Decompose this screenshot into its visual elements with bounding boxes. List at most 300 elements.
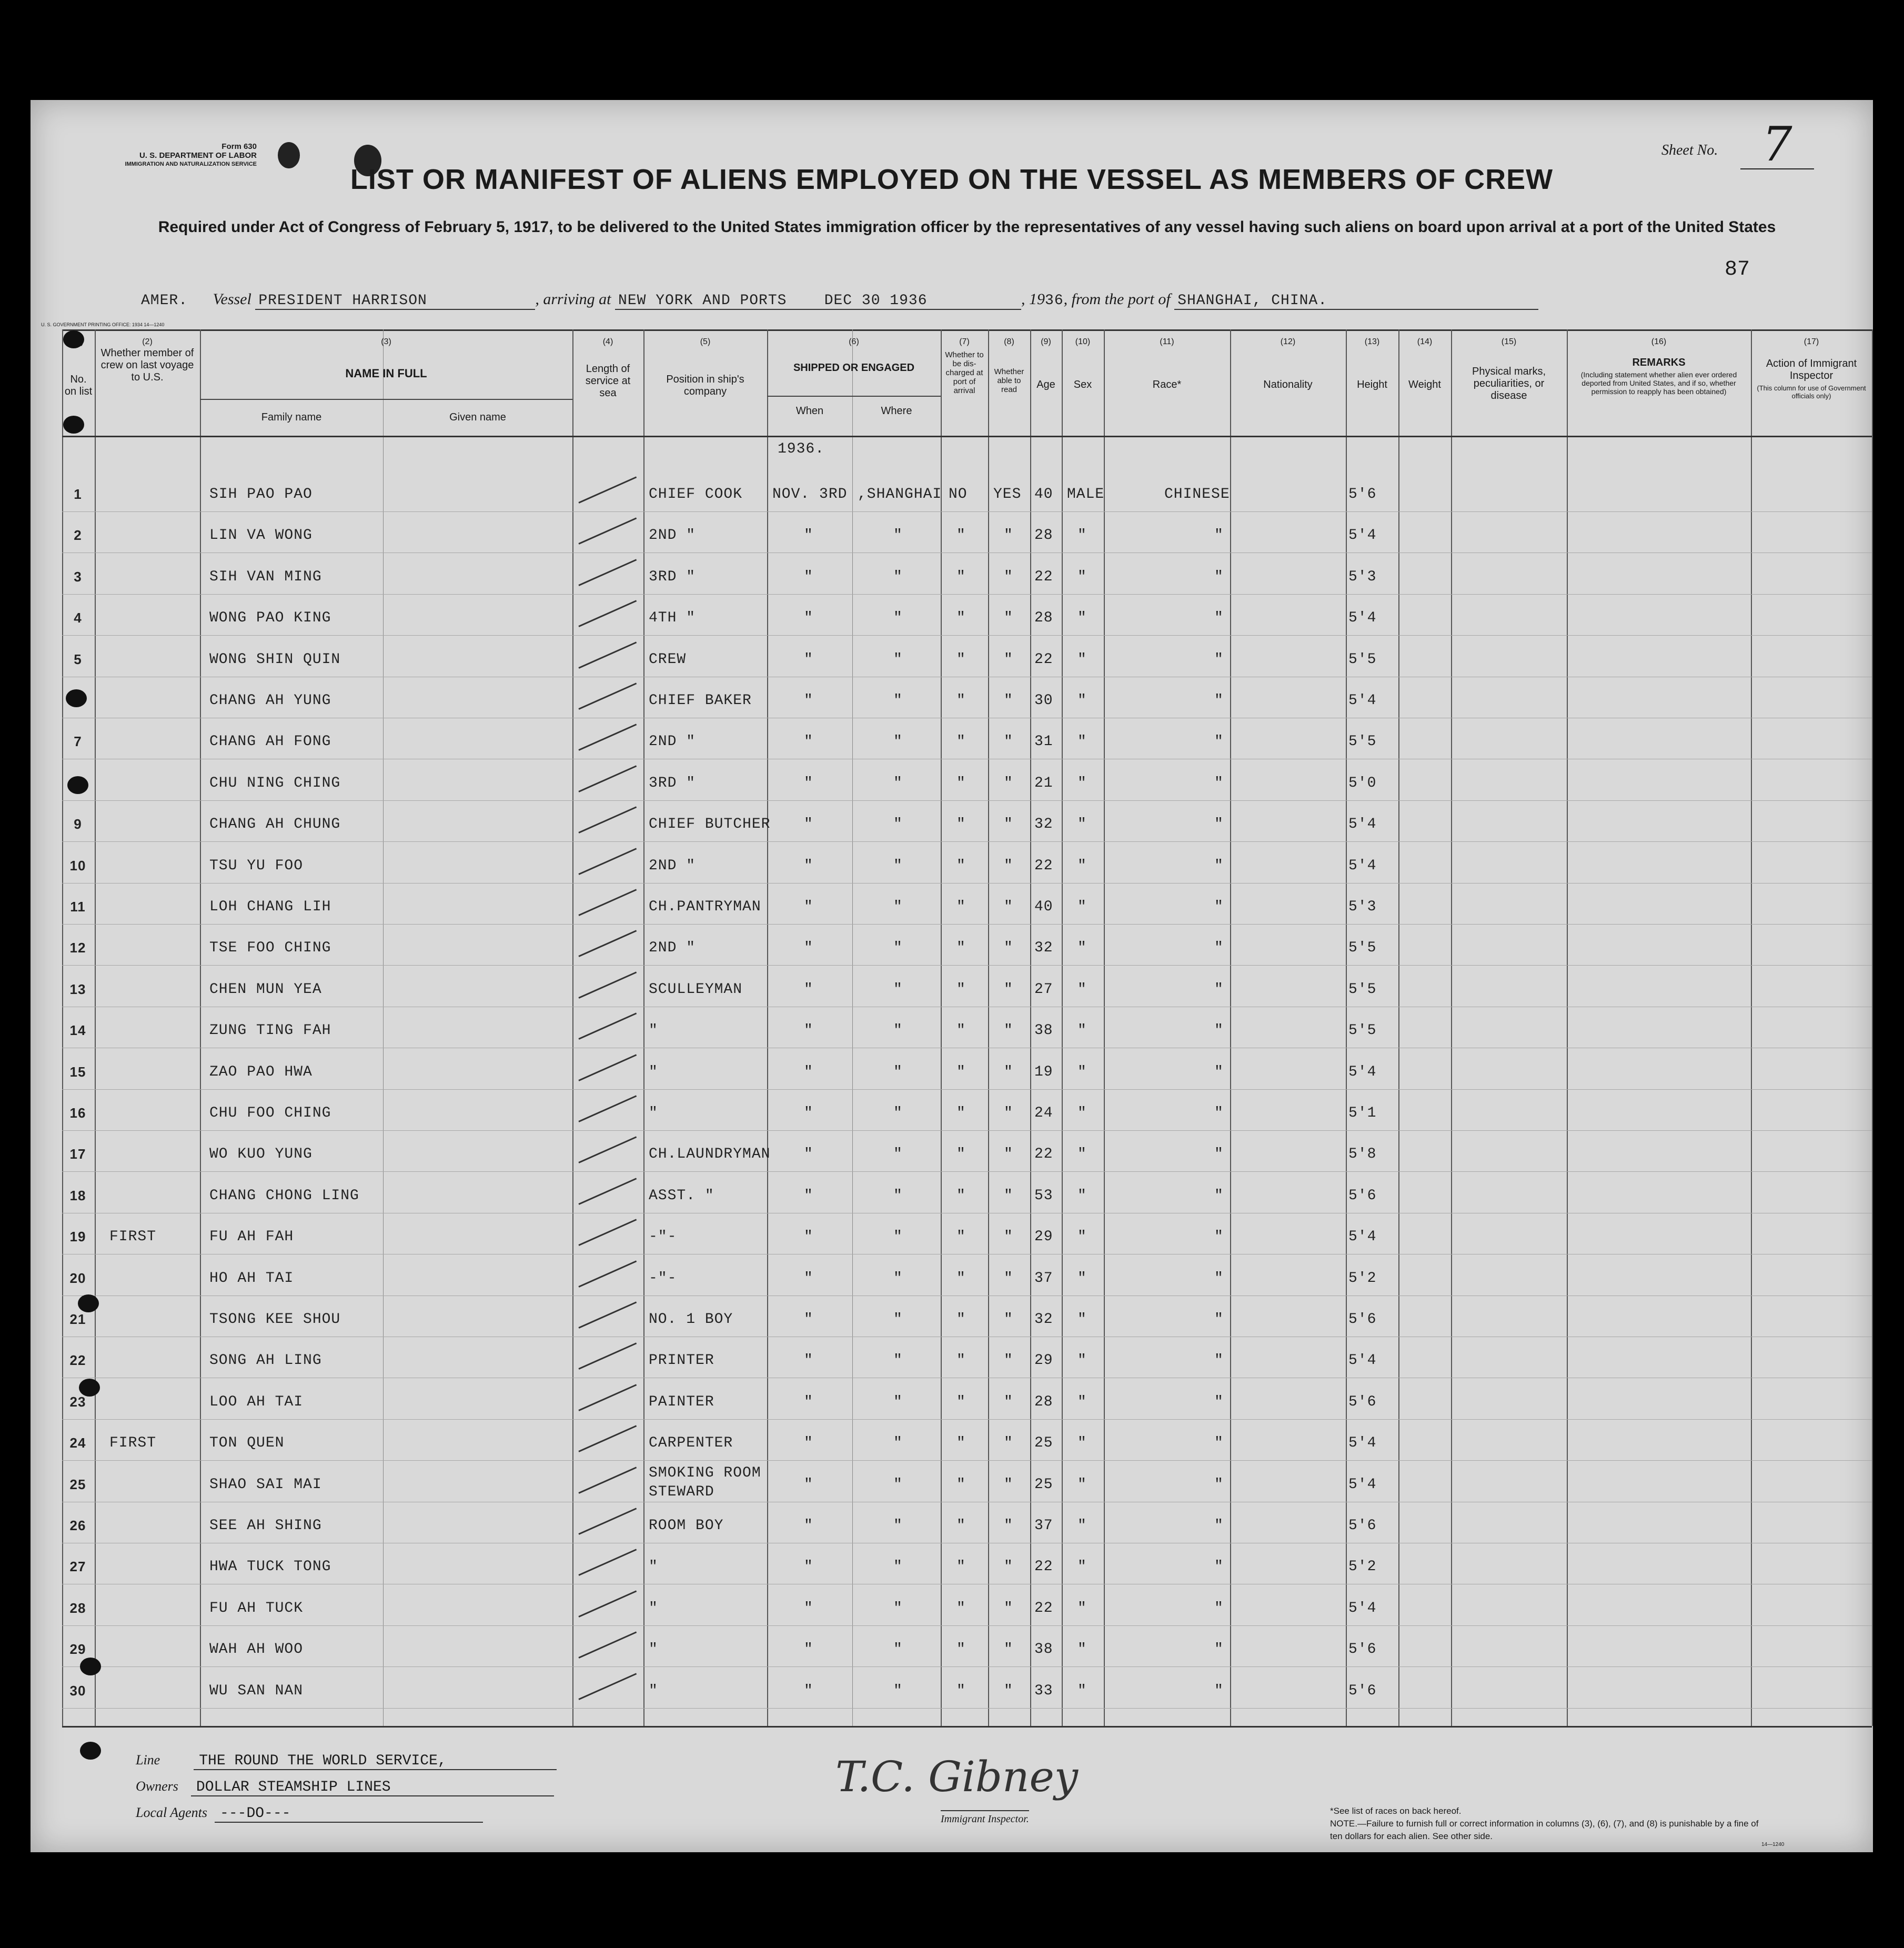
cell-read: " bbox=[1004, 692, 1013, 709]
cell-when: " bbox=[804, 651, 813, 668]
cell-read: " bbox=[1004, 1311, 1013, 1328]
service-tick-mark bbox=[578, 682, 637, 710]
year-row: 1936. bbox=[778, 441, 825, 457]
cell-height: 5'6 bbox=[1348, 486, 1377, 503]
service-tick-mark bbox=[578, 1549, 637, 1577]
cell-name: SHAO SAI MAI bbox=[209, 1476, 322, 1493]
cell-no: 26 bbox=[69, 1518, 86, 1533]
col10-header: Sex bbox=[1073, 379, 1092, 390]
cell-race: " bbox=[1214, 1600, 1224, 1616]
cell-where: " bbox=[893, 1393, 903, 1410]
cell-where: " bbox=[893, 1435, 903, 1452]
col11-number: (11) bbox=[1160, 337, 1174, 346]
cell-discharged: " bbox=[956, 775, 966, 791]
row-rule bbox=[62, 924, 1872, 925]
cell-read: " bbox=[1004, 940, 1013, 957]
vessel-label: Vessel bbox=[213, 290, 251, 308]
vessel-flag: AMER. bbox=[141, 293, 188, 309]
cell-no: 9 bbox=[74, 816, 82, 832]
cell-race: " bbox=[1214, 1393, 1224, 1410]
cell-race: " bbox=[1214, 1311, 1224, 1328]
vessel-name: PRESIDENT HARRISON bbox=[255, 293, 535, 310]
cell-discharged: " bbox=[956, 1682, 966, 1699]
cell-where: " bbox=[893, 857, 903, 874]
cell-position: 2ND " bbox=[649, 734, 696, 750]
service-tick-mark bbox=[578, 1632, 637, 1659]
service-tick-mark bbox=[578, 1260, 637, 1288]
cell-position: " bbox=[649, 1600, 658, 1616]
cell-sex: " bbox=[1077, 1559, 1087, 1575]
cell-sex: " bbox=[1077, 651, 1087, 668]
cell-age: 31 bbox=[1034, 734, 1053, 750]
cell-position: " bbox=[649, 1063, 658, 1080]
cell-no: 4 bbox=[74, 610, 82, 626]
cell-discharged: " bbox=[956, 1476, 966, 1493]
cell-height: 5'4 bbox=[1348, 857, 1377, 874]
cell-discharged: " bbox=[956, 1229, 966, 1246]
cell-name: WONG PAO KING bbox=[209, 610, 331, 627]
cell-race: " bbox=[1214, 1682, 1224, 1699]
cell-read: " bbox=[1004, 816, 1013, 833]
cell-where: " bbox=[893, 940, 903, 957]
cell-height: 5'4 bbox=[1348, 527, 1377, 544]
cell-age: 37 bbox=[1034, 1270, 1053, 1287]
cell-discharged: " bbox=[956, 816, 966, 833]
owners-label: Owners bbox=[136, 1779, 178, 1794]
cell-where: " bbox=[893, 1600, 903, 1616]
cell-race: " bbox=[1214, 981, 1224, 998]
shipped-header-rule bbox=[767, 396, 941, 397]
punch-hole bbox=[79, 1379, 100, 1397]
cell-discharged: " bbox=[956, 1435, 966, 1452]
cell-where: " bbox=[893, 1022, 903, 1039]
col-line bbox=[643, 329, 644, 1726]
cell-read: " bbox=[1004, 568, 1013, 585]
cell-read: " bbox=[1004, 981, 1013, 998]
cell-when: " bbox=[804, 899, 813, 915]
cell-position: CH.LAUNDRYMAN bbox=[649, 1146, 771, 1163]
cell-no: 23 bbox=[69, 1393, 86, 1410]
punch-hole bbox=[63, 330, 84, 348]
cell-position: " bbox=[649, 1022, 658, 1039]
cell-height: 5'4 bbox=[1348, 816, 1377, 833]
cell-no: 10 bbox=[69, 857, 86, 873]
cell-discharged: " bbox=[956, 1105, 966, 1121]
cell-age: 32 bbox=[1034, 1311, 1053, 1328]
col-line bbox=[1030, 329, 1031, 1726]
cell-position: CREW bbox=[649, 651, 687, 668]
service-tick-mark bbox=[578, 889, 637, 916]
cell-no: 25 bbox=[69, 1476, 86, 1492]
row-rule bbox=[62, 594, 1872, 595]
cell-discharged: " bbox=[956, 568, 966, 585]
cell-read: " bbox=[1004, 1641, 1013, 1658]
cell-sex: " bbox=[1077, 734, 1087, 750]
cell-race: " bbox=[1214, 1476, 1224, 1493]
cell-where: " bbox=[893, 651, 903, 668]
row-rule bbox=[62, 1130, 1872, 1131]
cell-race: " bbox=[1214, 816, 1224, 833]
cell-height: 5'4 bbox=[1348, 1229, 1377, 1246]
col16-header: REMARKS bbox=[1632, 357, 1686, 368]
from-label: , from the port of bbox=[1063, 290, 1171, 308]
cell-age: 38 bbox=[1034, 1641, 1053, 1658]
cell-discharged: " bbox=[956, 734, 966, 750]
service-tick-mark bbox=[578, 1219, 637, 1247]
cell-no: 27 bbox=[69, 1559, 86, 1575]
cell-age: 28 bbox=[1034, 527, 1053, 544]
cell-discharged: " bbox=[956, 1518, 966, 1534]
service-tick-mark bbox=[578, 1301, 637, 1329]
col-line bbox=[1346, 329, 1347, 1726]
form-number: Form 630 bbox=[221, 142, 257, 151]
cell-no: 7 bbox=[74, 734, 82, 750]
cell-discharged: " bbox=[956, 1311, 966, 1328]
cell-discharged: " bbox=[956, 1600, 966, 1616]
service-tick-mark bbox=[578, 971, 637, 999]
col-line bbox=[767, 329, 768, 1726]
col-line bbox=[1451, 329, 1452, 1726]
cell-sex: " bbox=[1077, 1146, 1087, 1163]
cell-name: SIH PAO PAO bbox=[209, 486, 313, 503]
row-rule bbox=[62, 1708, 1872, 1709]
service-tick-mark bbox=[578, 1508, 637, 1535]
cell-when: " bbox=[804, 1682, 813, 1699]
cell-where: " bbox=[893, 1105, 903, 1121]
manifest-sheet bbox=[31, 100, 1873, 1852]
cell-name: ZAO PAO HWA bbox=[209, 1063, 313, 1080]
cell-position: " bbox=[649, 1105, 658, 1121]
col12-number: (12) bbox=[1280, 337, 1296, 346]
cell-race: CHINESE bbox=[1164, 486, 1230, 503]
cell-age: 22 bbox=[1034, 1600, 1053, 1616]
cell-race: " bbox=[1214, 899, 1224, 915]
cell-position: -"- bbox=[649, 1229, 677, 1246]
cell-when: " bbox=[804, 940, 813, 957]
cell-read: " bbox=[1004, 1270, 1013, 1287]
cell-read: " bbox=[1004, 1559, 1013, 1575]
cell-race: " bbox=[1214, 527, 1224, 544]
cell-no: 28 bbox=[69, 1600, 86, 1616]
cell-age: 22 bbox=[1034, 568, 1053, 585]
col-line bbox=[1398, 329, 1399, 1726]
cell-where: " bbox=[893, 1476, 903, 1493]
cell-sex: " bbox=[1077, 692, 1087, 709]
cell-position: CHIEF BUTCHER bbox=[649, 816, 771, 833]
cell-discharged: " bbox=[956, 651, 966, 668]
cell-when: " bbox=[804, 816, 813, 833]
cell-name: WU SAN NAN bbox=[209, 1682, 304, 1699]
col11-header: Race* bbox=[1152, 379, 1182, 390]
cell-last: FIRST bbox=[109, 1435, 157, 1452]
cell-read: " bbox=[1004, 1518, 1013, 1534]
col4-number: (4) bbox=[602, 337, 613, 346]
cell-age: 27 bbox=[1034, 981, 1053, 998]
cell-no: 20 bbox=[69, 1270, 86, 1286]
cell-height: 5'4 bbox=[1348, 1600, 1377, 1616]
cell-no: 14 bbox=[69, 1022, 86, 1039]
cell-last: FIRST bbox=[109, 1229, 157, 1246]
row-rule bbox=[62, 511, 1872, 512]
cell-age: 22 bbox=[1034, 1146, 1053, 1163]
cell-age: 24 bbox=[1034, 1105, 1053, 1121]
cell-position: ROOM BOY bbox=[649, 1518, 724, 1534]
year-prefix: , 19 bbox=[1021, 290, 1045, 308]
cell-name: SONG AH LING bbox=[209, 1352, 322, 1369]
row-rule bbox=[62, 1171, 1872, 1172]
col10-number: (10) bbox=[1075, 337, 1091, 346]
cell-no: 18 bbox=[69, 1187, 86, 1203]
service-tick-mark bbox=[578, 1343, 637, 1370]
cell-name: SIH VAN MING bbox=[209, 568, 322, 585]
cell-age: 28 bbox=[1034, 610, 1053, 627]
cell-sex: " bbox=[1077, 1435, 1087, 1452]
col13-header: Height bbox=[1357, 379, 1387, 390]
cell-age: 33 bbox=[1034, 1682, 1053, 1699]
cell-age: 53 bbox=[1034, 1187, 1053, 1204]
cell-race: " bbox=[1214, 651, 1224, 668]
cell-read: " bbox=[1004, 651, 1013, 668]
cell-position: SCULLEYMAN bbox=[649, 981, 743, 998]
cell-height: 5'0 bbox=[1348, 775, 1377, 791]
cell-name: TSE FOO CHING bbox=[209, 940, 331, 957]
col-line bbox=[95, 329, 96, 1726]
cell-discharged: " bbox=[956, 1393, 966, 1410]
service-tick-mark bbox=[578, 1013, 637, 1040]
cell-height: 5'2 bbox=[1348, 1559, 1377, 1575]
cell-when: " bbox=[804, 981, 813, 998]
department-name: U. S. DEPARTMENT OF LABOR bbox=[139, 151, 257, 160]
vessel-line bbox=[141, 290, 1538, 310]
service-tick-mark bbox=[578, 765, 637, 792]
printer-note: U. S. GOVERNMENT PRINTING OFFICE: 1934 14—1240 bbox=[41, 322, 165, 327]
cell-height: 5'6 bbox=[1348, 1393, 1377, 1410]
cell-where: " bbox=[893, 1187, 903, 1204]
row-rule bbox=[62, 1625, 1872, 1626]
col9-header: Age bbox=[1036, 379, 1055, 390]
col6-header: SHIPPED OR ENGAGED bbox=[793, 362, 915, 374]
service-tick-mark bbox=[578, 559, 637, 586]
arriving-label: , arriving at bbox=[535, 290, 611, 308]
row-rule bbox=[62, 965, 1872, 966]
cell-position: NO. 1 BOY bbox=[649, 1311, 733, 1328]
cell-discharged: " bbox=[956, 940, 966, 957]
cell-race: " bbox=[1214, 568, 1224, 585]
cell-height: 5'5 bbox=[1348, 1022, 1377, 1039]
cell-height: 5'5 bbox=[1348, 981, 1377, 998]
cell-age: 22 bbox=[1034, 1559, 1053, 1575]
cell-when: " bbox=[804, 857, 813, 874]
header-bottom-rule bbox=[62, 436, 1872, 437]
row-rule bbox=[62, 1089, 1872, 1090]
cell-no: 22 bbox=[69, 1352, 86, 1369]
cell-when: " bbox=[804, 1229, 813, 1246]
cell-position: CHIEF BAKER bbox=[649, 692, 752, 709]
cell-read: " bbox=[1004, 527, 1013, 544]
table-top-border bbox=[62, 329, 1872, 331]
cell-read: " bbox=[1004, 1022, 1013, 1039]
service-tick-mark bbox=[578, 1054, 637, 1081]
col17-header: Action of Immigrant Inspector bbox=[1766, 358, 1857, 381]
col7-number: (7) bbox=[959, 337, 970, 346]
cell-sex: " bbox=[1077, 1022, 1087, 1039]
row-rule bbox=[62, 1460, 1872, 1461]
cell-height: 5'4 bbox=[1348, 1476, 1377, 1493]
cell-no: 15 bbox=[69, 1063, 86, 1080]
cell-name: ZUNG TING FAH bbox=[209, 1022, 331, 1039]
cell-where: " bbox=[893, 1270, 903, 1287]
cell-discharged: " bbox=[956, 1559, 966, 1575]
cell-race: " bbox=[1214, 1022, 1224, 1039]
cell-age: 38 bbox=[1034, 1022, 1053, 1039]
cell-read: " bbox=[1004, 1476, 1013, 1493]
service-tick-mark bbox=[578, 641, 637, 669]
col-line bbox=[1567, 329, 1568, 1726]
cell-position: 3RD " bbox=[649, 568, 696, 585]
cell-age: 19 bbox=[1034, 1063, 1053, 1080]
cell-age: 37 bbox=[1034, 1518, 1053, 1534]
col-line bbox=[1872, 329, 1873, 1726]
cell-when: " bbox=[804, 1393, 813, 1410]
col9-number: (9) bbox=[1041, 337, 1051, 346]
cell-name: CHANG CHONG LING bbox=[209, 1187, 359, 1204]
cell-sex: MALE bbox=[1067, 486, 1105, 503]
agents-label: Local Agents bbox=[136, 1805, 208, 1820]
cell-when: " bbox=[804, 1187, 813, 1204]
cell-age: 28 bbox=[1034, 1393, 1053, 1410]
col16-note: (Including statement whether alien ever ordered deported from United States, and if so, whether permission to reapply has been obtained) bbox=[1580, 370, 1737, 396]
cell-sex: " bbox=[1077, 1270, 1087, 1287]
cell-position: " bbox=[649, 1641, 658, 1658]
cell-sex: " bbox=[1077, 527, 1087, 544]
cell-height: 5'2 bbox=[1348, 1270, 1377, 1287]
cell-name: CHU NING CHING bbox=[209, 775, 341, 791]
col8-header: Whether able to read bbox=[994, 367, 1024, 394]
cell-no: 2 bbox=[74, 527, 82, 544]
cell-position: PAINTER bbox=[649, 1393, 714, 1410]
cell-when: " bbox=[804, 1146, 813, 1163]
cell-discharged: " bbox=[956, 692, 966, 709]
col-line bbox=[1062, 329, 1063, 1726]
cell-sex: " bbox=[1077, 568, 1087, 585]
row-rule bbox=[62, 1666, 1872, 1667]
service-tick-mark bbox=[578, 1425, 637, 1453]
cell-where: " bbox=[893, 1641, 903, 1658]
col-line bbox=[200, 329, 201, 1726]
punch-hole bbox=[80, 1742, 101, 1760]
cell-height: 5'5 bbox=[1348, 734, 1377, 750]
cell-when: " bbox=[804, 1311, 813, 1328]
cell-sex: " bbox=[1077, 1476, 1087, 1493]
col17-number: (17) bbox=[1804, 337, 1819, 346]
from-port: SHANGHAI, CHINA. bbox=[1174, 293, 1538, 310]
cell-name: CHU FOO CHING bbox=[209, 1105, 331, 1121]
service-name: IMMIGRATION AND NATURALIZATION SERVICE bbox=[125, 161, 257, 167]
cell-age: 21 bbox=[1034, 775, 1053, 791]
cell-read: " bbox=[1004, 1063, 1013, 1080]
col2-number: (2) bbox=[142, 337, 153, 346]
cell-sex: " bbox=[1077, 610, 1087, 627]
cell-height: 5'5 bbox=[1348, 940, 1377, 957]
cell-position: -"- bbox=[649, 1270, 677, 1287]
cell-race: " bbox=[1214, 940, 1224, 957]
cell-discharged: " bbox=[956, 610, 966, 627]
cell-age: 25 bbox=[1034, 1476, 1053, 1493]
cell-height: 5'4 bbox=[1348, 610, 1377, 627]
cell-when: " bbox=[804, 1476, 813, 1493]
cell-where: " bbox=[893, 981, 903, 998]
cell-sex: " bbox=[1077, 1518, 1087, 1534]
cell-where: " bbox=[893, 1518, 903, 1534]
service-tick-mark bbox=[578, 848, 637, 875]
cell-race: " bbox=[1214, 1559, 1224, 1575]
cell-where: " bbox=[893, 1352, 903, 1369]
cell-race: " bbox=[1214, 1270, 1224, 1287]
cell-read: " bbox=[1004, 857, 1013, 874]
page-title: LIST OR MANIFEST OF ALIENS EMPLOYED ON THE VESSEL AS MEMBERS OF CREW bbox=[350, 164, 1554, 195]
cell-where: " bbox=[893, 568, 903, 585]
footer-line-row bbox=[136, 1752, 557, 1770]
cell-where: " bbox=[893, 734, 903, 750]
cell-name: WAH AH WOO bbox=[209, 1641, 304, 1658]
cell-name: WO KUO YUNG bbox=[209, 1146, 313, 1163]
service-tick-mark bbox=[578, 807, 637, 834]
cell-where: " bbox=[893, 1311, 903, 1328]
cell-age: 30 bbox=[1034, 692, 1053, 709]
service-tick-mark bbox=[578, 1095, 637, 1122]
cell-name: CHANG AH FONG bbox=[209, 734, 331, 750]
page-subtitle: Required under Act of Congress of February 5, 1917, to be delivered to the United States immigration officer by the representatives of any vessel having such aliens on board upon arrival at a port of the United States bbox=[158, 218, 1776, 236]
cell-age: 32 bbox=[1034, 940, 1053, 957]
cell-sex: " bbox=[1077, 1352, 1087, 1369]
cell-position2: STEWARD bbox=[649, 1483, 714, 1500]
cell-sex: " bbox=[1077, 1311, 1087, 1328]
col2-header: Whether member of crew on last voyage to U.S. bbox=[100, 347, 194, 383]
service-tick-mark bbox=[578, 724, 637, 751]
footer-note bbox=[1330, 1805, 1761, 1843]
cell-name: CHANG AH CHUNG bbox=[209, 816, 341, 833]
cell-height: 5'1 bbox=[1348, 1105, 1377, 1121]
cell-discharged: " bbox=[956, 1022, 966, 1039]
service-tick-mark bbox=[578, 1178, 637, 1205]
cell-no: 30 bbox=[69, 1682, 86, 1699]
cell-name: SEE AH SHING bbox=[209, 1518, 322, 1534]
cell-when: " bbox=[804, 1022, 813, 1039]
cell-discharged: " bbox=[956, 1187, 966, 1204]
cell-sex: " bbox=[1077, 1682, 1087, 1699]
cell-when: " bbox=[804, 1641, 813, 1658]
cell-when: " bbox=[804, 1518, 813, 1534]
cell-position: 3RD " bbox=[649, 775, 696, 791]
cell-no: 17 bbox=[69, 1146, 86, 1162]
cell-where: " bbox=[893, 1063, 903, 1080]
cell-position: 2ND " bbox=[649, 527, 696, 544]
cell-race: " bbox=[1214, 1105, 1224, 1121]
cell-height: 5'8 bbox=[1348, 1146, 1377, 1163]
row-rule bbox=[62, 1419, 1872, 1420]
races-note: *See list of races on back hereof. bbox=[1330, 1806, 1462, 1816]
cell-when: " bbox=[804, 734, 813, 750]
sheet-label: Sheet No. bbox=[1661, 142, 1718, 158]
col-line bbox=[383, 329, 384, 1726]
cell-no: 3 bbox=[74, 568, 82, 585]
cell-age: 22 bbox=[1034, 857, 1053, 874]
cell-when: " bbox=[804, 692, 813, 709]
punch-hole bbox=[80, 1658, 101, 1675]
cell-read: " bbox=[1004, 899, 1013, 915]
cell-read: " bbox=[1004, 1435, 1013, 1452]
col-line bbox=[1751, 329, 1752, 1726]
